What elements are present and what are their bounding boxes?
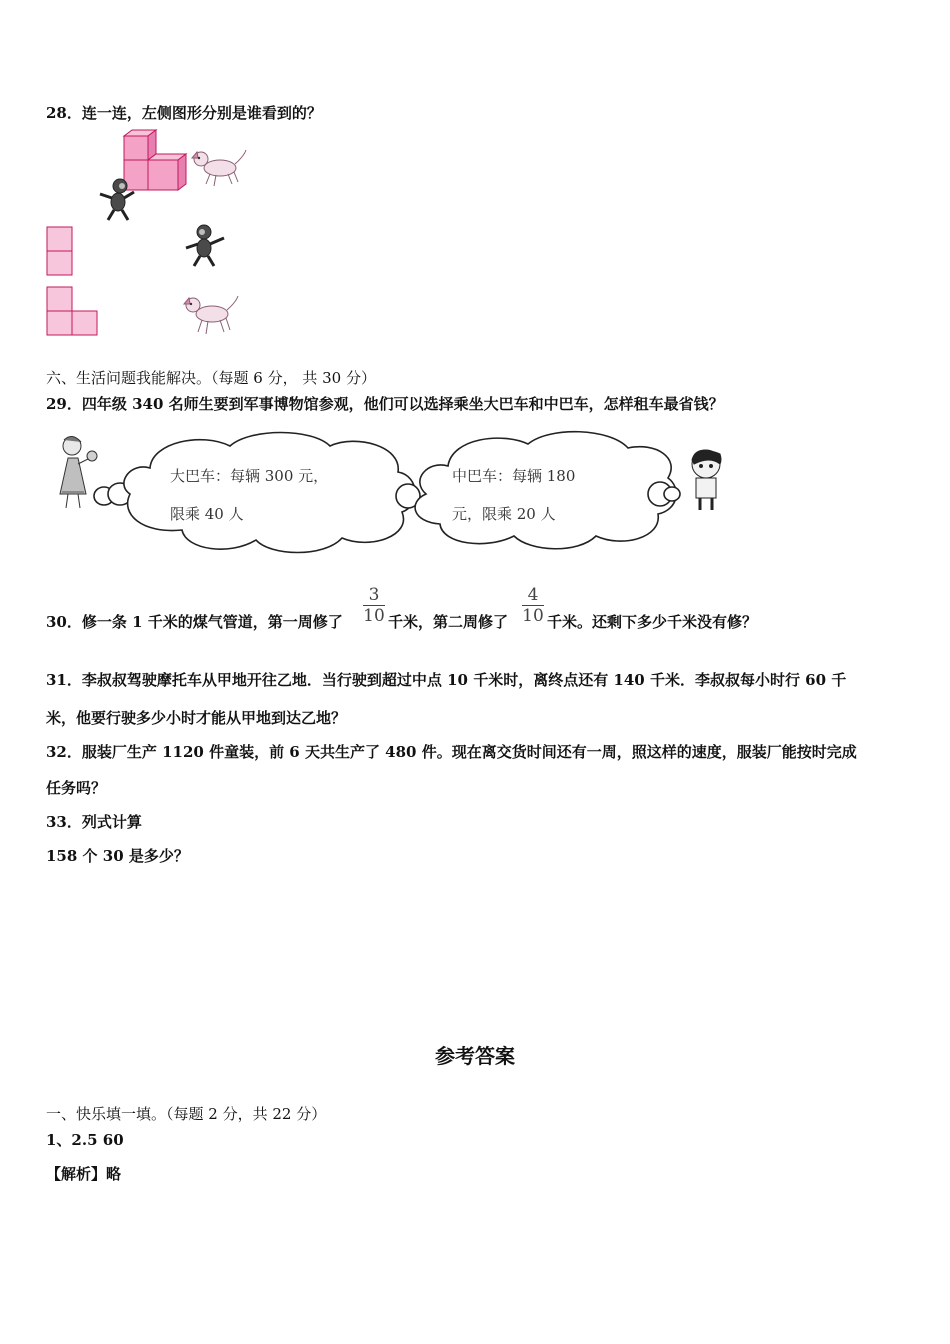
cloud-left-line1: 大巴车：每辆 300 元， (170, 467, 329, 485)
section6-heading: 六、生活问题我能解决。（每题 6 分， 共 30 分） (46, 369, 376, 387)
view-l-shape-squares (46, 286, 100, 338)
answers-section1: 一、快乐填一填。（每题 2 分，共 22 分） (46, 1105, 327, 1123)
speech-clouds (90, 424, 690, 560)
cloud-right-line2: 元，限乘 20 人 (452, 505, 556, 523)
q33-title: 33．列式计算 (46, 813, 142, 831)
answer-analysis: 【解析】略 (46, 1165, 122, 1183)
q31-line2: 米，他要行驶多少小时才能从甲地到达乙地？ (46, 709, 347, 727)
q32-line1: 32．服装厂生产 1120 件童装，前 6 天共生产了 480 件。现在离交货时间还有一周，照这样的速度，服装厂能按时完成 (46, 743, 857, 761)
answers-title: 参考答案 (435, 1044, 515, 1068)
frac2-denominator: 10 (522, 606, 544, 626)
frac2-numerator: 4 (527, 585, 539, 605)
fraction-4-10 (522, 586, 544, 625)
cloud-right-line1: 中巴车：每辆 180 (452, 467, 576, 485)
dog-icon (180, 292, 242, 336)
q33-text: 158 个 30 是多少？ (46, 847, 189, 865)
q30-part3: 千米。还剩下多少千米没有修？ (547, 613, 758, 631)
q32-line2: 任务吗？ (46, 779, 107, 797)
monkey-icon (182, 222, 228, 268)
monkey-icon (94, 176, 140, 222)
fraction-3-10 (363, 586, 385, 625)
q30-part1: 30．修一条 1 千米的煤气管道，第一周修了 (46, 613, 343, 631)
cloud-left-line2: 限乘 40 人 (170, 505, 244, 523)
frac1-denominator: 10 (363, 606, 385, 626)
q31-line1: 31．李叔叔驾驶摩托车从甲地开往乙地．当行驶到超过中点 10 千米时，离终点还有 140 千米．李叔叔每小时行 60 千 (46, 671, 847, 689)
view-two-vertical-squares (46, 226, 74, 278)
q29-text: 29．四年级 340 名师生要到军事博物馆参观，他们可以选择乘坐大巴车和中巴车，怎样租车最省钱？ (46, 395, 724, 413)
frac1-numerator: 3 (368, 585, 380, 605)
answer-item1: 1、2.5 60 (46, 1131, 124, 1149)
q30-part2: 千米，第二周修了 (388, 613, 509, 631)
q28-text: 28．连一连，左侧图形分别是谁看到的？ (46, 104, 322, 122)
dog-icon (188, 146, 248, 188)
